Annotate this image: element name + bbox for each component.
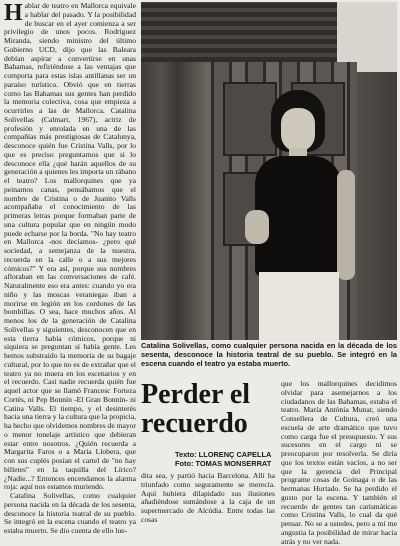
dropcap-letter: H [4,0,23,26]
article-headline [141,380,271,438]
headline-line-1: Perder el [141,379,251,410]
person-face [281,108,315,152]
person-white-skirt [259,272,339,342]
middle-column-text: dita sea, y partió hacia Barcelona. Allí ha triunfado como seguramente se merecía. Aquí hubiera dilapidado sus ilusiones añadiéndose sumándose a la caja de un supermercado de Alcúdia. Entre todas las cosas [141,471,275,524]
article-paragraph-1 [4,2,136,492]
photo-person [241,90,361,342]
photo-credit: Foto: TOMAS MONSERRAT [175,459,272,468]
photo-caption: Catalina Solivellas, como cualquier persona nacida en la década de los sesenta, desconoce la historia teatral de su pueblo. Se integró en la escena cuando el teatro ya estaba muerto. [141,341,397,368]
person-hand [245,210,269,244]
article-left-column [4,0,137,535]
person-arm [337,170,355,280]
paragraph-1-text: ablar de teatro en Mallorca equivale a hablar del pasado. Y la posibilidad de buscar en el ayer comienza a ser privilegio de unos pocos. Rodriguez Miranda, siendo ministro del último Gobierno UCD, dijo que las Baleara debían aspirar a convertirse en unas Bahamas, refiriéndose a las ventajas que comporta para estas islas antillanas ser un paraíso turístico. Obvió que en tierras como las Bahamas sus gentes han perdido la memoria colectiva, cosa que empieza a ocurrirles a las de Mallorca. Catalina Solivellas (Calmart, 1967), actriz de profesión y enrolada en una de las compañías más prestigiosas de Catalunya, desconoce quién fue Cristina Valls, por lo que es preciso preguntarnos que si lo desconoce ella ¿qué harán aquellos de su generación a quienes les importa un rábano el teatro? Los mallorquines que ya peinamos canas, pensábamos que el nombre de Cristina o de Juanito Valls acompañaba el conocimiento de las primeras letras porque formaban parte de una cultura popular que en ningún modo puede echarse por la borda. "No hay teatro en Mallorca -nos decíamos- ¿pero qué sociedad, a semejanza de la nuestra, recuerda en la calle o a sus mejores cómicos?" Y era así, porque sus nombres afloraban en las conversaciones de café. Naturalmente eso era antes: cuando yo era niño y las moscas veraniegas iban a morirse en legión en los cordones de las bombillas. O sea, hace muchos años. Al menos los de la generación de Catalina Solivellas y siguientes, desconocen que en esta tierra había cómicos, porque ni siquiera se preguntan si había gente. Les hemos substraído la memoria de su bagaje cultural, por lo que no es de extrañar que el teatro ya no muera en los escenarios y en el recuerdo. Casi nadie recuerda quién fue aquel actor que se llamó Francesc Forteza Cortés, ni Pep Bonnín -El Gran Bonnín- ni Catina Valls. El tiempo, y el desinterés hacia una tierra y la cultura que la propicia, ha hecho que olvidemos nombres de mayor o menor tonelaje artístico que debieran estar entre nosotros. ¿Quién recuerda a Margarita Faros o a María Llobera, que con sus cuplés posían el cartel de "no hay billetes" en la taquilla del Lírico? ¿Nadie...? Entonces encendamos la alarma roja: aquí nos estamos muriendo. [4,1,137,492]
right-column-text: que los mallorquines decidimos olvidar para asemejarnos a los ciudadanos de las Bahamas, estaba el teatro. María Antònia Munar, siendo Consellera de Cultura, creó una escuela de arte dramático que tuvo como carga fue el presupuesto. Y sus sucesores en el cargo ni se preocuparon por resolverla. Se diría que los textos están vacíos, a no ser que la gerencia del Principal programe cosas de Goinaga o de las hermanas Hurtado. Se ha perdido el gusto por la escena. Y también el recuerdo de gentes tan carismáticas como Cristina Valls, lo cual da qué pensar. No se a ustedes, pero a mí me angustia la posibilidad de mirar hacia atrás y no ver nada. [281,379,397,546]
article-credits [175,450,285,468]
article-paragraph-2: Catalina Solivellas, como cualquier persona nacida en la década de los sesenta, desconoce la historia teatral de su pueblo. Se integró en la escena cuando el teatro ya estaba muerto. Se dio cuenta de ello lue- [4,491,136,535]
article-middle-bottom-column [141,471,275,524]
woman-standing-before-door-photo [141,2,397,340]
article-right-bottom-column [281,379,397,546]
headline-line-2: recuerdo [141,408,248,439]
text-credit: Texto: LLORENÇ CAPELLA [175,450,272,459]
